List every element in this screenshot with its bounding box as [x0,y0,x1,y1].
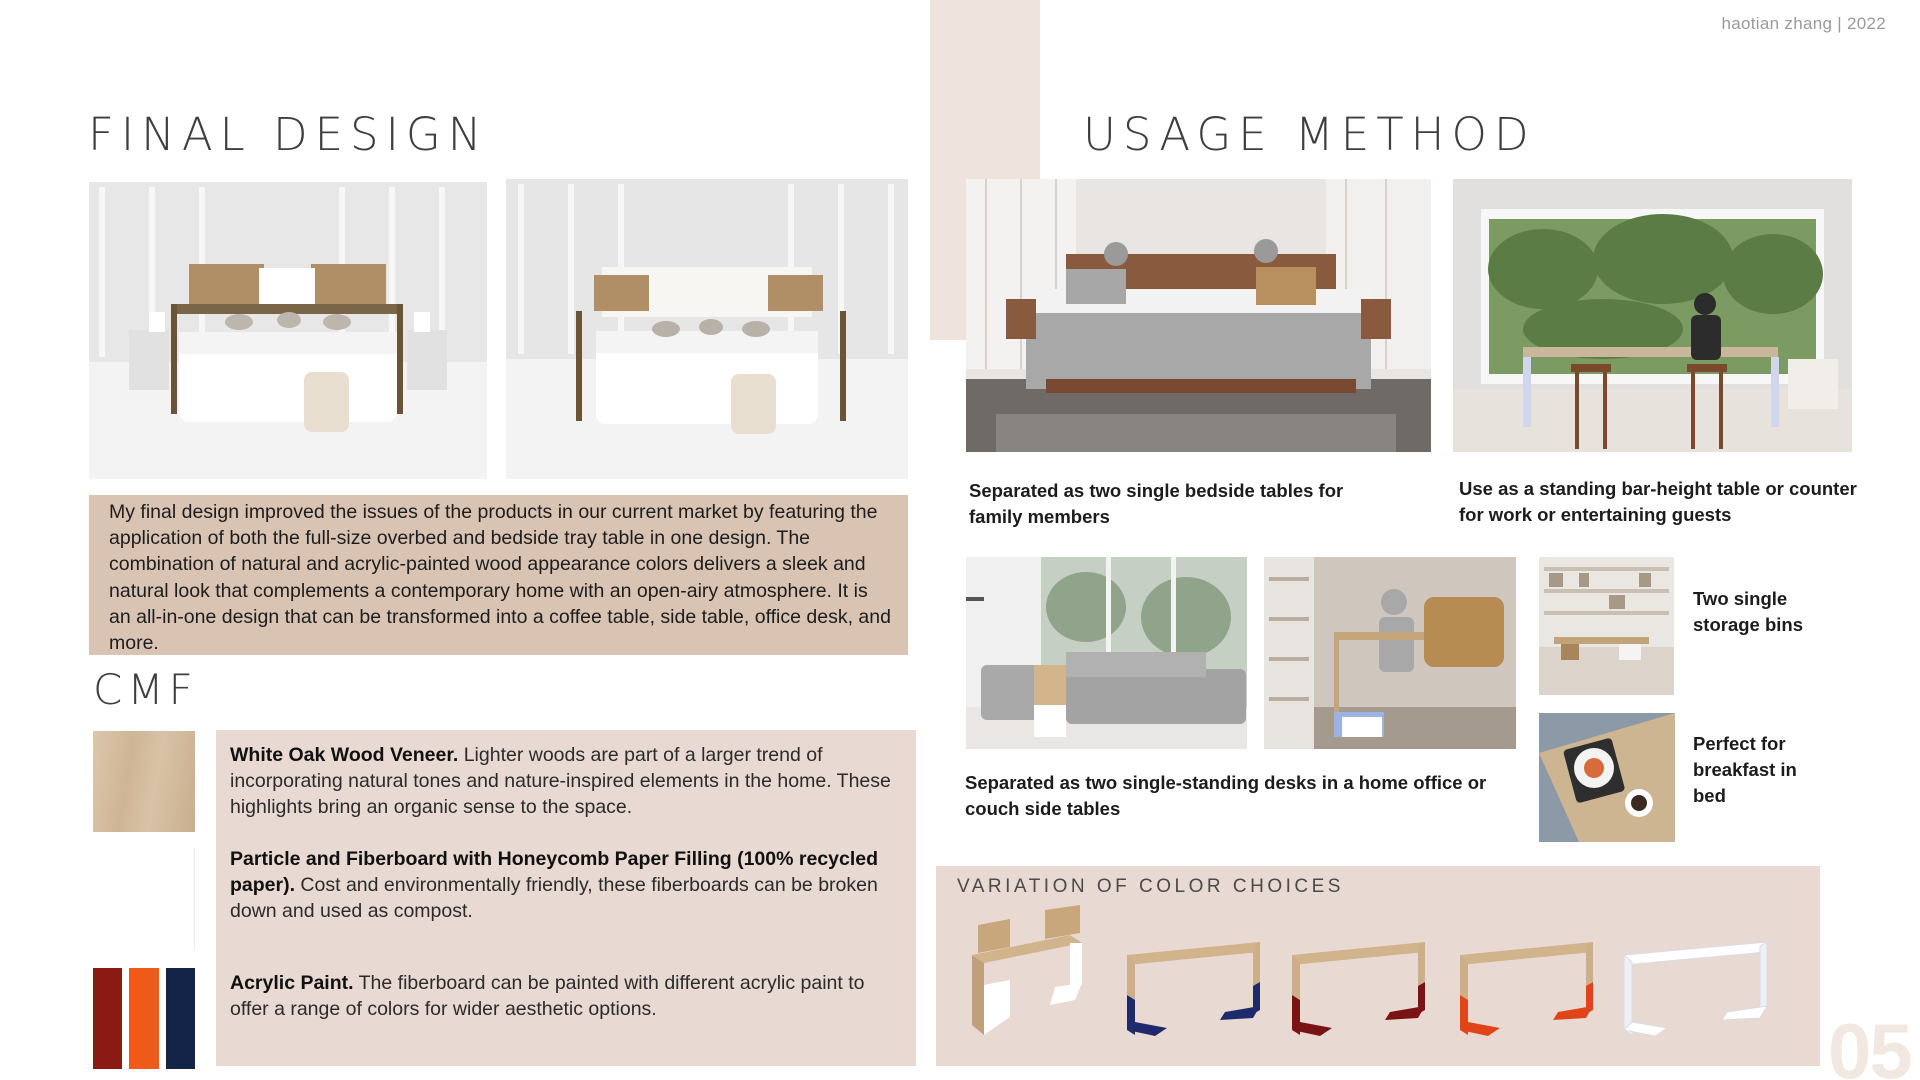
usage-breakfast-photo [1539,713,1675,842]
usage-living-room-photo [966,557,1247,749]
final-design-description: My final design improved the issues of the products in our current market by featuring the application of both the full-size overbed and bedside tray table in one design. The combination of natural and acrylic-painted wood appearance colors delivers a sleek and natural look that complements a contemporary home with an open-airy atmosphere. It is an all-in-one design that can be transformed into a coffee table, side table, office desk, and more. [89,495,908,655]
cmf-item-oak-name: White Oak Wood Veneer. [230,744,459,766]
variation-natural-with-bins [970,905,1105,1045]
usage-bar-table-photo [1453,179,1852,452]
cmf-item-acrylic-name: Acrylic Paint. [230,972,354,994]
final-design-heading: FINAL DESIGN [88,108,489,161]
cmf-item-oak [230,742,906,820]
cmf-materials-panel [216,730,916,1066]
variation-orange [1458,940,1598,1040]
white-oak-swatch [93,731,195,832]
paint-stripe-red [93,968,122,1069]
cmf-item-acrylic-text: The fiberboard can be painted with different acrylic paint to offer a range of colors for wider aesthetic options. [230,972,865,1020]
caption-breakfast: Perfect for breakfast in bed [1693,733,1797,806]
caption-bar-table: Use as a standing bar-height table or counter for work or entertaining guests [1459,478,1857,525]
color-variation-title: VARIATION OF COLOR CHOICES [957,876,1344,897]
usage-bedside-photo [966,179,1431,452]
variation-navy [1125,940,1265,1040]
variation-dark-red [1290,940,1430,1040]
final-design-render-1 [89,182,487,479]
final-design-render-2 [506,179,908,479]
caption-desks: Separated as two single-standing desks in a home office or couch side tables [965,772,1487,819]
paint-stripe-orange [129,968,158,1069]
cmf-item-oak-text: Lighter woods are part of a larger trend of incorporating natural tones and nature-inspired elements in the home. These highlights bring an organic sense to the space. [230,744,891,818]
fiberboard-swatch [93,848,195,950]
author-credit: haotian zhang | 2022 [1721,14,1886,33]
paint-stripe-navy [166,968,195,1069]
variation-white [1622,940,1772,1040]
usage-home-office-photo [1264,557,1516,749]
usage-method-heading: USAGE METHOD [1083,108,1536,161]
page-number: 05 [1828,1007,1911,1080]
caption-storage: Two single storage bins [1693,588,1803,635]
cmf-heading: CMF [93,665,198,714]
caption-bedside: Separated as two single bedside tables for family members [969,480,1344,527]
cmf-item-acrylic [230,970,906,1022]
cmf-item-fiberboard-name: Particle and Fiberboard with Honeycomb Paper Filling (100% recycled paper). [230,848,879,896]
acrylic-paint-swatch [93,968,195,1069]
usage-storage-photo [1539,557,1674,695]
cmf-item-fiberboard [230,846,906,924]
cmf-item-fiberboard-text: Cost and environmentally friendly, these fiberboards can be broken down and used as compost. [230,874,878,922]
